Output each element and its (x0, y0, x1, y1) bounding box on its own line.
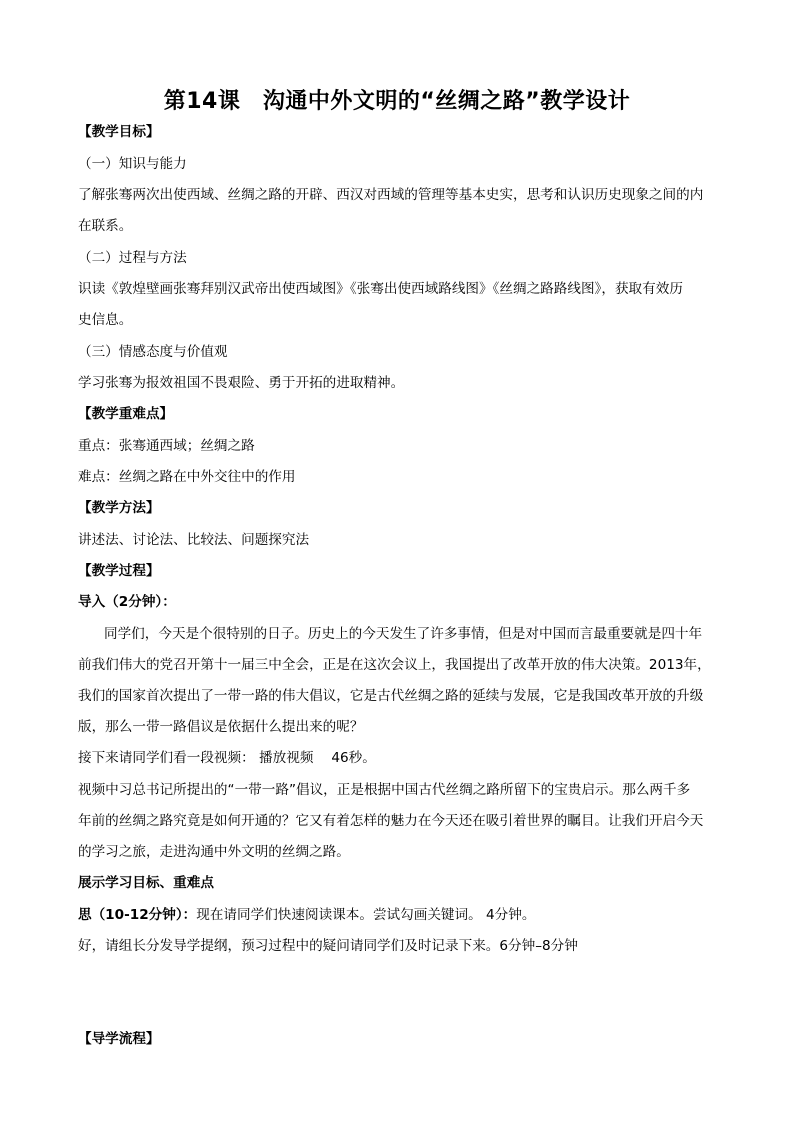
emotion-text: 学习张骞为报效祖国不畏艰险、勇于开拓的进取精神。 (78, 375, 405, 391)
page-title: 第14课 沟通中外文明的“丝绸之路”教学设计 (163, 89, 631, 114)
think-line (78, 905, 728, 925)
intro-paragraph-line2: 前我们伟大的党召开第十一届三中全会，正是在这次会议上，我国提出了改革开放的伟大决策。2013年， (78, 657, 711, 673)
process-method-line1: 识读《敦煌壁画张骞拜别汉武帝出使西域图》《张骞出使西域路线图》《丝绸之路路线图》，获取有效历 (78, 281, 683, 297)
show-objectives-heading: 展示学习目标、重难点 (78, 875, 214, 891)
keypoints-heading: 【教学重难点】 (78, 406, 174, 422)
think-label: 思（10-12分钟）： (78, 907, 197, 923)
methods-heading: 【教学方法】 (78, 500, 160, 516)
teaching-process-heading: 【教学过程】 (78, 563, 160, 579)
video-paragraph-line2: 年前的丝绸之路究竟是如何开通的？它又有着怎样的魅力在今天还在吸引着世界的瞩目。让我们开启今天 (78, 813, 704, 829)
group-line: 好，请组长分发导学提纲，预习过程中的疑问请同学们及时记录下来。6分钟–8分钟 (78, 938, 578, 954)
knowledge-text-line1: 了解张骞两次出使西域、丝绸之路的开辟、西汉对西域的管理等基本史实，思考和认识历史现象之间的内 (78, 187, 704, 203)
difficult-point: 难点：丝绸之路在中外交往中的作用 (78, 469, 296, 485)
intro-paragraph-line4: 版，那么一带一路倡议是依据什么提出来的呢？ (78, 719, 364, 735)
think-text: 现在请同学们快速阅读课本。尝试勾画关键词。 4分钟。 (196, 907, 536, 923)
intro-paragraph-line3: 我们的国家首次提出了一带一路的伟大倡议，它是古代丝绸之路的延续与发展，它是我国改革开放的升级 (78, 688, 704, 704)
knowledge-heading: （一）知识与能力 (78, 156, 187, 172)
video-paragraph-line3: 的学习之旅，走进沟通中外文明的丝绸之路。 (78, 844, 350, 860)
process-method-heading: （二）过程与方法 (78, 250, 187, 266)
key-point: 重点：张骞通西域；丝绸之路 (78, 438, 255, 454)
video-line: 接下来请同学们看一段视频： 播放视频 46秒。 (78, 750, 376, 766)
intro-heading: 导入（2分钟）： (78, 594, 176, 610)
emotion-heading: （三）情感态度与价值观 (78, 344, 228, 360)
methods-text: 讲述法、讨论法、比较法、问题探究法 (78, 532, 310, 548)
knowledge-text-line2: 在联系。 (78, 218, 133, 234)
guide-heading: 【导学流程】 (78, 1031, 160, 1047)
intro-paragraph-line1: 同学们，今天是个很特别的日子。历史上的今天发生了许多事情，但是对中国而言最重要就是四十年 (104, 626, 703, 642)
objectives-heading: 【教学目标】 (78, 124, 160, 140)
video-paragraph-line1: 视频中习总书记所提出的“一带一路”倡议，正是根据中国古代丝绸之路所留下的宝贵启示。那么两千多 (78, 782, 691, 798)
process-method-line2: 史信息。 (78, 312, 133, 328)
